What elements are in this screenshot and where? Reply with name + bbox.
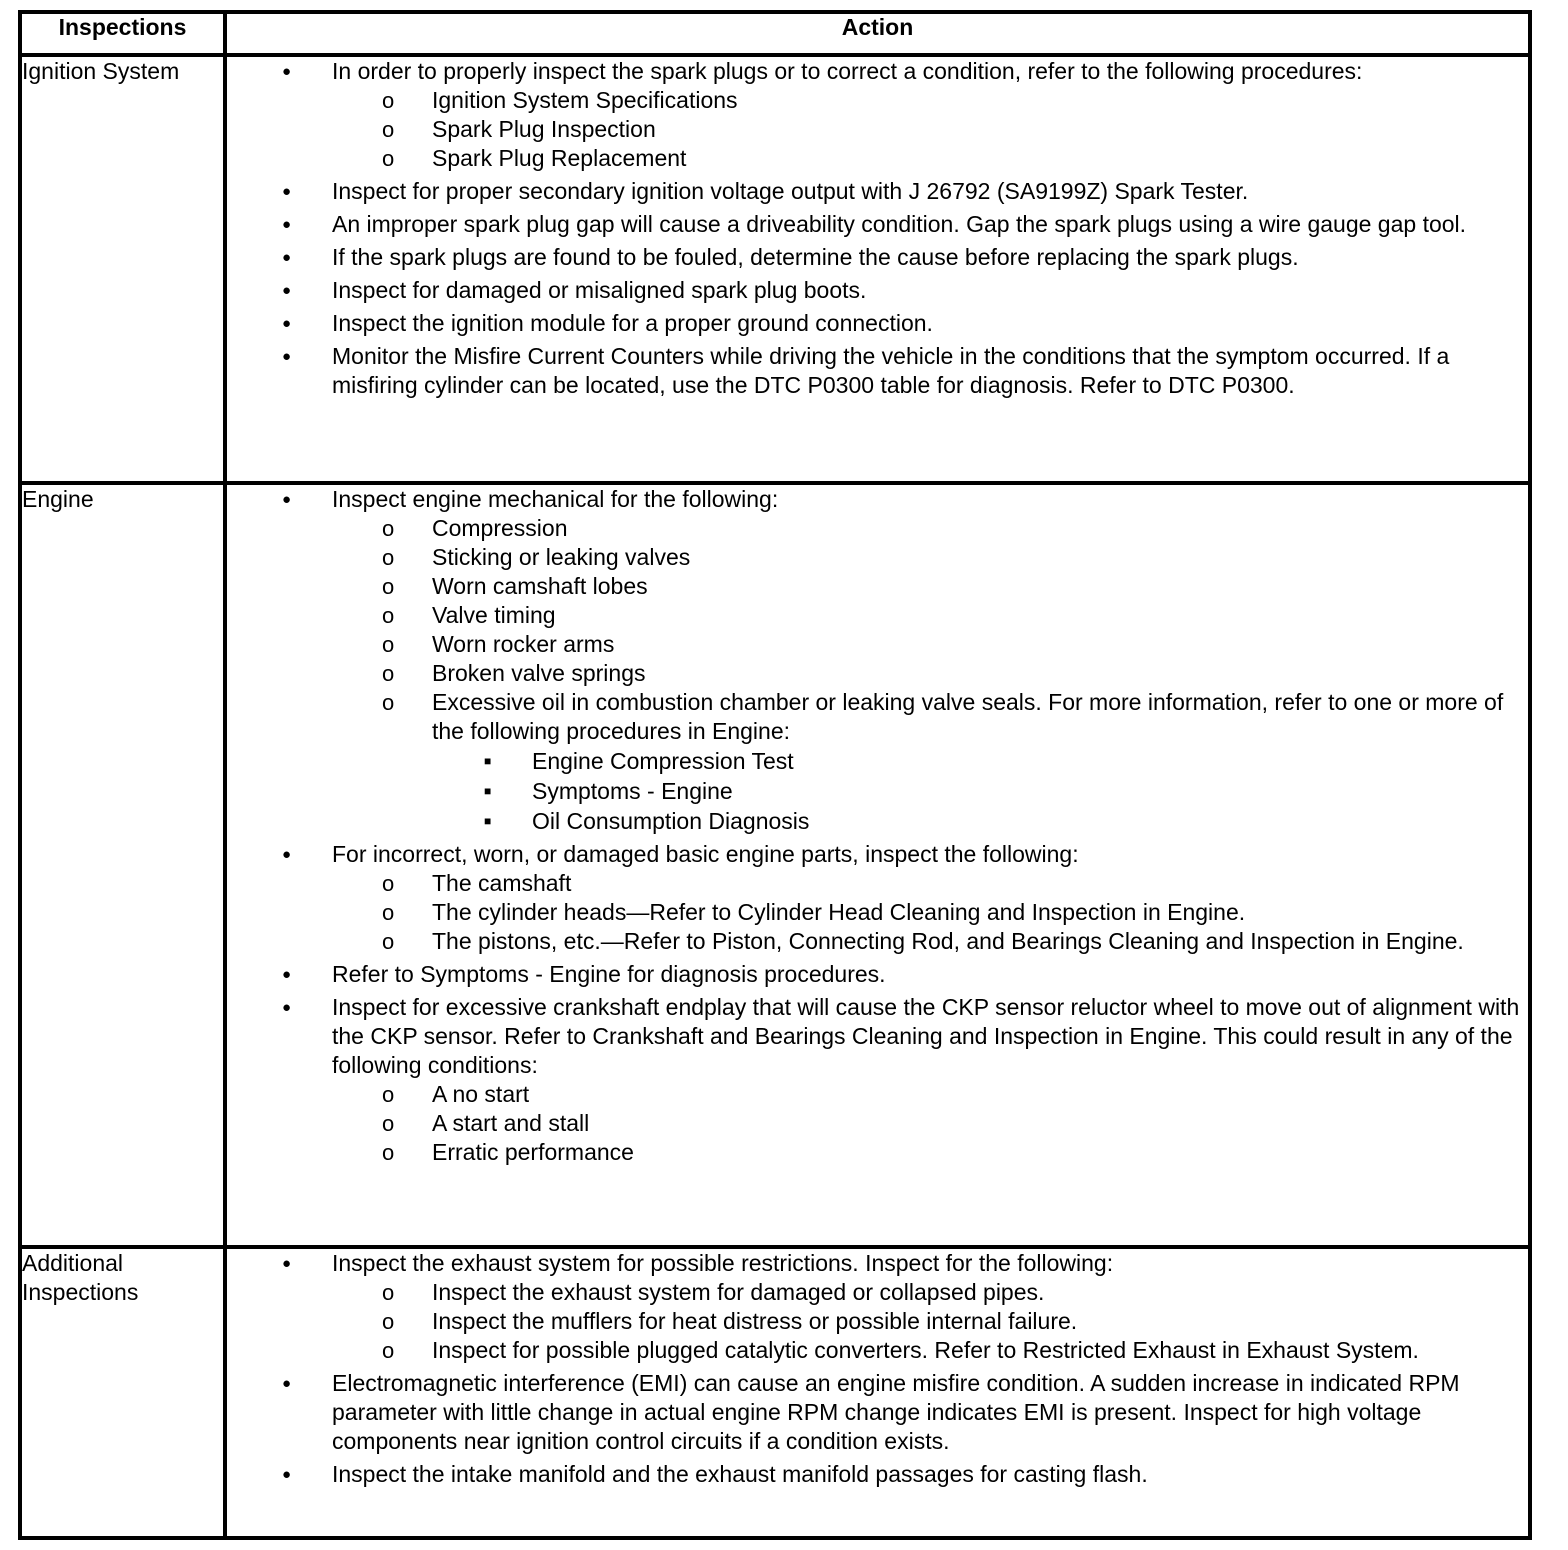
list-item: ● Inspect the intake manifold and the exhaust manifold passages for casting flash. <box>332 1460 1528 1489</box>
list-item: o Inspect the exhaust system for damaged or collapsed pipes. <box>432 1278 1528 1307</box>
item-text: Excessive oil in combustion chamber or leaking valve seals. For more information, refer to one or more of the following procedures in Engine: <box>432 689 1504 744</box>
list-item: o The cylinder heads—Refer to Cylinder Head Cleaning and Inspection in Engine. <box>432 898 1528 927</box>
sub-list <box>332 86 1528 173</box>
action-cell <box>225 483 1530 1247</box>
list-item: o Worn rocker arms <box>432 630 1528 659</box>
list-item: o Spark Plug Inspection <box>432 115 1528 144</box>
action-cell <box>225 1247 1530 1538</box>
list-item: o Inspect the mufflers for heat distress or possible internal failure. <box>432 1307 1528 1336</box>
list-item: o Sticking or leaking valves <box>432 543 1528 572</box>
list-item: ● Monitor the Misfire Current Counters while driving the vehicle in the conditions that the symptom occurred. If a misfiring cylinder can be located, use the DTC P0300 table for diagnosis. Refer to DTC P0300. <box>332 342 1528 400</box>
list-item: o Worn camshaft lobes <box>432 572 1528 601</box>
bullet-list <box>227 1249 1528 1489</box>
table-row <box>20 55 1530 483</box>
sub-list <box>332 869 1528 956</box>
list-item: o A start and stall <box>432 1109 1528 1138</box>
list-item: ● Refer to Symptoms - Engine for diagnosis procedures. <box>332 960 1528 989</box>
list-item: o Ignition System Specifications <box>432 86 1528 115</box>
list-item <box>332 57 1528 173</box>
inspections-table <box>18 10 1532 1540</box>
sub-list <box>332 1278 1528 1365</box>
header-row <box>20 12 1530 55</box>
list-item <box>432 688 1528 836</box>
list-item <box>332 840 1528 956</box>
sub-sub-list <box>432 746 1528 836</box>
list-item: ● Inspect the ignition module for a proper ground connection. <box>332 309 1528 338</box>
item-text: Inspect for excessive crankshaft endplay that will cause the CKP sensor reluctor wheel to move out of alignment with the CKP sensor. Refer to Crankshaft and Bearings Cleaning and Inspection in Engine. This could result in any of the following conditions: <box>332 994 1520 1078</box>
list-item: ● If the spark plugs are found to be fouled, determine the cause before replacing the spark plugs. <box>332 243 1528 272</box>
list-item: o Broken valve springs <box>432 659 1528 688</box>
header-action: Action <box>225 12 1530 55</box>
sub-list <box>332 514 1528 836</box>
list-item: o Compression <box>432 514 1528 543</box>
header-inspections: Inspections <box>20 12 225 55</box>
table-row <box>20 1247 1530 1538</box>
item-text: Inspect engine mechanical for the following: <box>332 486 779 512</box>
action-cell <box>225 55 1530 483</box>
list-item: ● An improper spark plug gap will cause a driveability condition. Gap the spark plugs using a wire gauge gap tool. <box>332 210 1528 239</box>
item-text: For incorrect, worn, or damaged basic engine parts, inspect the following: <box>332 841 1079 867</box>
bullet-list <box>227 485 1528 1167</box>
list-item: ● Inspect for proper secondary ignition voltage output with J 26792 (SA9199Z) Spark Tester. <box>332 177 1528 206</box>
list-item: o The pistons, etc.—Refer to Piston, Connecting Rod, and Bearings Cleaning and Inspection in Engine. <box>432 927 1528 956</box>
list-item: ■ Symptoms - Engine <box>532 776 1528 806</box>
list-item <box>332 485 1528 836</box>
item-text: Inspect the exhaust system for possible restrictions. Inspect for the following: <box>332 1250 1114 1276</box>
row-label: Engine <box>20 483 225 1247</box>
table-row <box>20 483 1530 1247</box>
sub-list <box>332 1080 1528 1167</box>
list-item: o A no start <box>432 1080 1528 1109</box>
list-item: ■ Engine Compression Test <box>532 746 1528 776</box>
list-item: o Spark Plug Replacement <box>432 144 1528 173</box>
list-item: o The camshaft <box>432 869 1528 898</box>
list-item: o Inspect for possible plugged catalytic converters. Refer to Restricted Exhaust in Exhaust System. <box>432 1336 1528 1365</box>
bullet-list <box>227 57 1528 400</box>
list-item: ■ Oil Consumption Diagnosis <box>532 806 1528 836</box>
list-item: o Erratic performance <box>432 1138 1528 1167</box>
item-text: In order to properly inspect the spark plugs or to correct a condition, refer to the following procedures: <box>332 58 1363 84</box>
list-item <box>332 1249 1528 1365</box>
list-item: ● Electromagnetic interference (EMI) can cause an engine misfire condition. A sudden increase in indicated RPM parameter with little change in actual engine RPM change indicates EMI is present. Inspect for high voltage components near ignition control circuits if a condition exists. <box>332 1369 1528 1456</box>
list-item <box>332 993 1528 1167</box>
row-label: Ignition System <box>20 55 225 483</box>
list-item: ● Inspect for damaged or misaligned spark plug boots. <box>332 276 1528 305</box>
list-item: o Valve timing <box>432 601 1528 630</box>
row-label: Additional Inspections <box>20 1247 225 1538</box>
